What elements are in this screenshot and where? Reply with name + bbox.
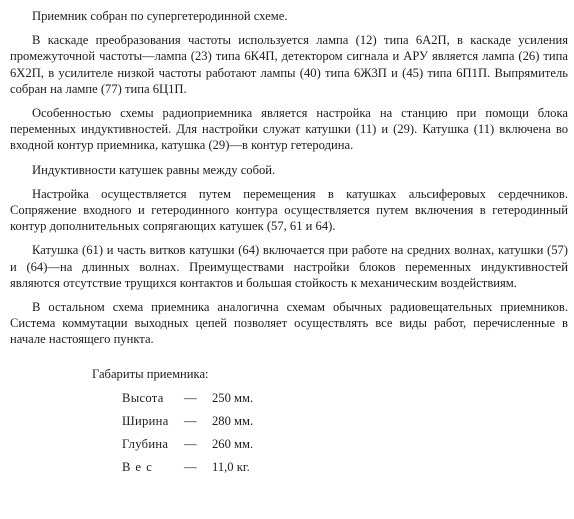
- dimension-row-weight: [122, 459, 568, 475]
- dimension-row-width: [122, 413, 568, 429]
- paragraph-wave-bands: Катушка (61) и часть витков катушки (64) включается при работе на средних волнах, катушки (57) и (64)—на длинных волнах. Преимуществами настройки блоков переменных индуктивностей являются отсутствие трущихся контактов и большая стойкость к механическим воздействиям.: [10, 243, 568, 290]
- dimension-name: Вес: [122, 459, 157, 474]
- dimension-value: 260 мм.: [212, 436, 254, 451]
- dimension-name: Высота: [122, 390, 164, 405]
- paragraph-tuning-block: Особенностью схемы радиоприемника является настройка на станцию при помощи блока переменных индуктивностей. Для настройки служат катушки (11) и (29). Катушка (11) включена во входной контур приемника, катушка (29)—в контур гетеродина.: [10, 106, 568, 153]
- paragraph-circuit-summary: В остальном схема приемника аналогична схемам обычных радиовещательных приемников. Система коммутации выходных цепей позволяет осуществлять все виды работ, перечисленные в начале настоящего пункта.: [10, 300, 568, 347]
- paragraph-tubes: В каскаде преобразования частоты используется лампа (12) типа 6А2П, в каскаде усиления промежуточной частоты—лампа (23) типа 6К4П, детектором сигнала и АРУ является лампа (26) типа 6Х2П, в усилителе низкой частоты работают лампы (40) типа 6Ж3П и (45) типа 6П1П. Выпрямитель собран на лампе (77) типа 6Ц1П.: [10, 33, 568, 96]
- dimension-row-height: [122, 390, 568, 406]
- paragraph-tuning-method: Настройка осуществляется путем перемещения в катушках альсиферовых сердечников. Сопряжение входного и гетеродинного контура осуществляется путем включения в гетеродинный контур дополнительных сопрягающих катушек (57, 61 и 64).: [10, 186, 568, 234]
- dimension-name: Глубина: [122, 436, 169, 451]
- dimensions-block: [92, 366, 568, 475]
- dimension-value: 280 мм.: [212, 413, 254, 428]
- dimension-row-depth: [122, 436, 568, 452]
- dimension-value: 250 мм.: [212, 390, 254, 405]
- dimension-dash: —: [184, 459, 197, 474]
- paragraph-superheterodyne: Приемник собран по супергетеродинной схеме.: [32, 9, 288, 23]
- dimensions-title: Габариты приемника:: [92, 366, 209, 381]
- dimension-dash: —: [184, 413, 197, 428]
- dimension-dash: —: [184, 436, 197, 451]
- dimension-name: Ширина: [122, 413, 169, 428]
- dimension-dash: —: [184, 390, 197, 405]
- dimension-value: 11,0 кг.: [212, 459, 250, 474]
- paragraph-inductance-equal: Индуктивности катушек равны между собой.: [32, 162, 276, 177]
